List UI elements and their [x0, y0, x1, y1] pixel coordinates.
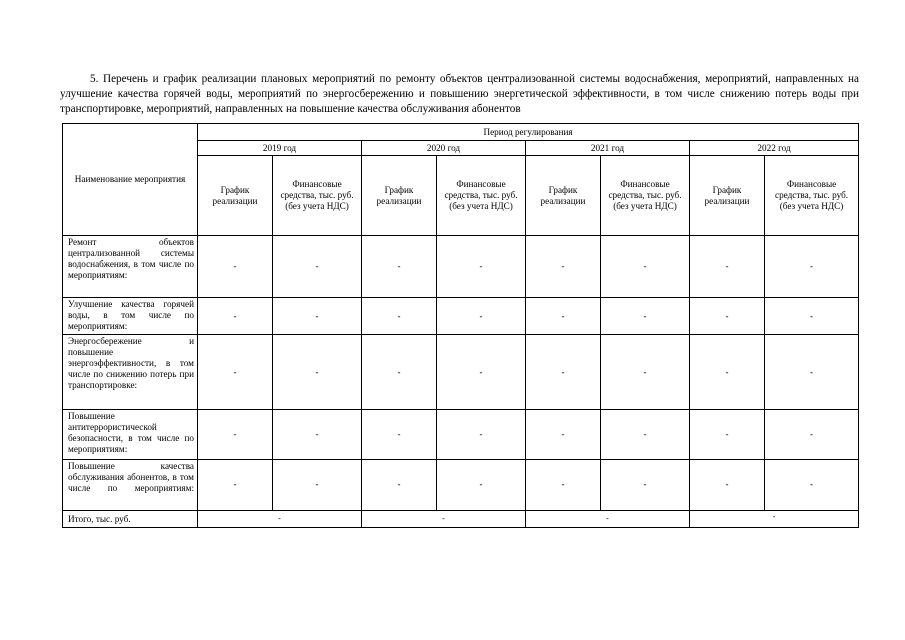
plan-table — [62, 123, 859, 528]
total-value-2019: - — [198, 510, 362, 527]
table-row — [63, 409, 859, 459]
row-name: Повышение антитеррористической безопасности, в том числе по мероприятиям: — [63, 409, 198, 459]
row-name: Улучшение качества горячей воды, в том числе по мероприятиям: — [63, 298, 198, 335]
subheader-schedule: График реализации — [362, 156, 437, 236]
cell-value: - — [690, 459, 765, 510]
year-header-2020: 2020 год — [362, 141, 526, 156]
cell-value: - — [601, 298, 690, 335]
cell-value: - — [273, 236, 362, 298]
row-name: Энергосбережение и повышение энергоэффективности, в том числе по снижению потерь при транспортировке: — [63, 335, 198, 409]
cell-value: - — [526, 298, 601, 335]
cell-value: - — [198, 459, 273, 510]
cell-value: - — [765, 459, 859, 510]
cell-value: - — [273, 459, 362, 510]
cell-value: - — [690, 335, 765, 409]
cell-value: - — [601, 409, 690, 459]
cell-value: - — [198, 236, 273, 298]
cell-value: - — [526, 236, 601, 298]
table-row — [63, 335, 859, 409]
cell-value: - — [437, 335, 526, 409]
total-value-2021: - — [526, 510, 690, 527]
cell-value: - — [198, 298, 273, 335]
table-row — [63, 459, 859, 510]
cell-value: - — [765, 298, 859, 335]
year-header-2021: 2021 год — [526, 141, 690, 156]
subheader-finance: Финансовые средства, тыс. руб. (без учета НДС) — [765, 156, 859, 236]
cell-value: - — [362, 335, 437, 409]
cell-value: - — [437, 409, 526, 459]
cell-value: - — [690, 409, 765, 459]
cell-value: - — [437, 459, 526, 510]
section-heading: 5. Перечень и график реализации плановых мероприятий по ремонту объектов централизованной системы водоснабжения, мероприятий, направленных на улучшение качества горячей воды, мероприятий по энергосбережению и повышению энергетической эффективности, в том числе снижению потерь воды при транспортировке, мероприятий, направленных на повышение качества обслуживания абонентов — [60, 73, 859, 116]
table-row — [63, 298, 859, 335]
cell-value: - — [526, 335, 601, 409]
period-header: Период регулирования — [198, 124, 859, 141]
cell-value: - — [765, 236, 859, 298]
total-value-2022: - — [690, 510, 859, 527]
cell-value: - — [765, 409, 859, 459]
cell-value: - — [690, 236, 765, 298]
cell-value: - — [601, 459, 690, 510]
row-name: Повышение качества обслуживания абонентов, в том числе по мероприятиям: — [63, 459, 198, 510]
cell-value: - — [362, 409, 437, 459]
cell-value: - — [273, 335, 362, 409]
column-header-name: Наименование мероприятия — [63, 124, 198, 236]
cell-value: - — [437, 298, 526, 335]
cell-value: - — [526, 459, 601, 510]
cell-value: - — [690, 298, 765, 335]
cell-value: - — [362, 298, 437, 335]
cell-value: - — [765, 335, 859, 409]
row-name: Ремонт объектов централизованной системы водоснабжения, в том числе по мероприятиям: — [63, 236, 198, 298]
total-row — [63, 510, 859, 527]
cell-value: - — [198, 409, 273, 459]
cell-value: - — [362, 459, 437, 510]
cell-value: - — [601, 335, 690, 409]
cell-value: - — [362, 236, 437, 298]
cell-value: - — [437, 236, 526, 298]
subheader-finance: Финансовые средства, тыс. руб. (без учета НДС) — [437, 156, 526, 236]
subheader-schedule: График реализации — [526, 156, 601, 236]
cell-value: - — [273, 409, 362, 459]
subheader-schedule: График реализации — [198, 156, 273, 236]
cell-value: - — [526, 409, 601, 459]
year-header-2022: 2022 год — [690, 141, 859, 156]
cell-value: - — [198, 335, 273, 409]
total-value-2020: - — [362, 510, 526, 527]
cell-value: - — [273, 298, 362, 335]
table-row — [63, 236, 859, 298]
subheader-schedule: График реализации — [690, 156, 765, 236]
year-header-2019: 2019 год — [198, 141, 362, 156]
subheader-finance: Финансовые средства, тыс. руб. (без учета НДС) — [273, 156, 362, 236]
cell-value: - — [601, 236, 690, 298]
total-label: Итого, тыс. руб. — [63, 510, 198, 527]
subheader-finance: Финансовые средства, тыс. руб. (без учета НДС) — [601, 156, 690, 236]
